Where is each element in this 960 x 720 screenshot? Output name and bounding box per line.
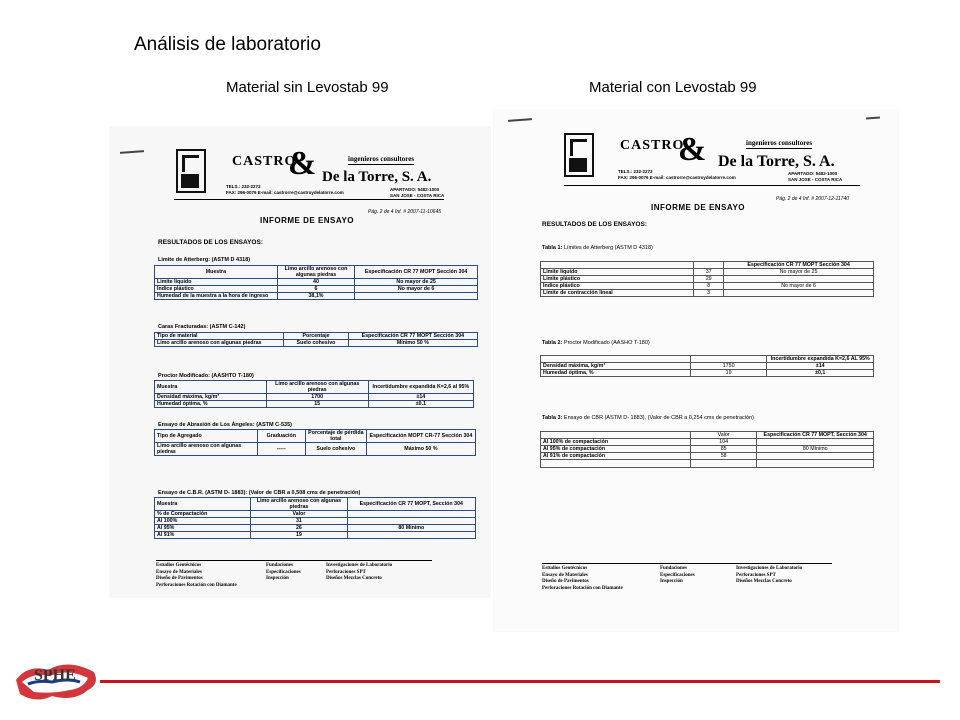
table-row [541, 363, 874, 370]
brand-accent-line [100, 680, 940, 683]
tabla3-caption: Ensayo de CBR (ASTM D- 1883), (Valor de CBR a 0,254 cms de penetración) [562, 415, 754, 421]
table-header: Especificación CR 77 MOPT, Sección 304 [347, 498, 475, 511]
firm-subtitle: ingenieros consultores [746, 139, 813, 147]
table-header: Muestra [155, 381, 267, 394]
table-cell: 31 [251, 518, 347, 525]
firm-contact: TELS.: 232-2273 FAX: 296-0076 E-mail: castrorre@castroydelatorre.com [226, 184, 344, 195]
table-cell: ±0,1 [767, 370, 874, 377]
table-cell: Al 100% [155, 518, 251, 525]
abrasion-title: Ensayo de Abrasión de Los Ángeles: (ASTM C-535) [158, 422, 292, 428]
sphe-logo [8, 650, 108, 710]
table-cell [724, 276, 874, 283]
table-row [541, 439, 874, 446]
letterhead-rule [564, 185, 860, 186]
table-cell: Índice plástico [155, 286, 278, 293]
table-cell: 38,1% [277, 293, 355, 300]
tabla1-title [542, 245, 653, 251]
table-header: Especificación CR 77 MOPT Sección 304 [348, 333, 477, 340]
slide-title: Análisis de laboratorio [134, 34, 321, 55]
report-scan-right [494, 111, 898, 631]
table-header [694, 262, 724, 269]
table-cell [355, 293, 478, 300]
table-cell: Limite líquido [155, 279, 278, 286]
table-cell: Limite líquido [541, 269, 694, 276]
table-header [541, 262, 694, 269]
firm-logo [176, 149, 206, 193]
table-header: Graduación [257, 430, 305, 443]
table-cell: 80 Mínimo [757, 446, 874, 453]
table-cell: 3 [694, 290, 724, 297]
informe-title: INFORME DE ENSAYO [651, 203, 745, 212]
tabla1-table [540, 261, 874, 297]
footer-col3: Investigaciones de Laboratorio Perforaciones SPT Diseños Mezclas Concreto [736, 566, 803, 584]
table-header: Especificación CR 77 MOPT Sección 304 [724, 262, 874, 269]
table-cell: 19 [251, 532, 347, 539]
table-cell [757, 460, 874, 468]
table-row [541, 269, 874, 276]
table-cell: Suelo cohesivo [284, 340, 349, 347]
tabla2-caption: Proctor Modificado (AASHO T-180) [562, 340, 650, 346]
table-cell: Valor [251, 511, 347, 518]
resultados-title: RESULTADOS DE LOS ENSAYOS: [542, 221, 647, 228]
tabla2-label: Tabla 2: [542, 340, 563, 346]
footer-col2: Fundaciones Especificaciones Inspección [266, 563, 301, 581]
table-cell [347, 518, 475, 525]
table-cell: 104 [690, 439, 757, 446]
table-cell: No mayor de 25 [724, 269, 874, 276]
table-cell [757, 439, 874, 446]
table-header: Especificación CR 77 MOPT, Sección 304 [757, 432, 874, 439]
table-cell: ±0.1 [368, 401, 473, 408]
tabla3-label: Tabla 3: [542, 415, 563, 421]
scan-mark [508, 118, 532, 122]
scan-mark [120, 150, 144, 154]
table-cell [541, 460, 691, 468]
table-row [155, 443, 476, 456]
table-cell: 37 [694, 269, 724, 276]
table-cell: Humedad de la muestra a la hora de ingreso [155, 293, 278, 300]
table-row [155, 532, 476, 539]
table-header: Limo arcillo arenoso con algunas piedras [251, 498, 347, 511]
table-cell: 8 [694, 283, 724, 290]
caption-left: Material sin Levostab 99 [226, 79, 389, 96]
firm-ampersand: & [288, 145, 317, 182]
table-cell: Al 91% [155, 532, 251, 539]
caption-right: Material con Levostab 99 [589, 79, 757, 96]
table-cell [347, 511, 475, 518]
footer-col1: Estudios Geotécnicos Ensayo de Materiales Diseño de Pavimentos Perforaciones Rotación con Diamante [156, 563, 237, 588]
table-cell: ----- [257, 443, 305, 456]
report-ref: Pág. 2 de 4 Inf. # 2007-12-11740 [776, 196, 850, 202]
table-cell: 15 [266, 401, 368, 408]
table-row [541, 370, 874, 377]
table-cell: Limite plástico [541, 276, 694, 283]
table-header [690, 356, 767, 363]
proctor-title: Proctor Modificado: (AASHTO T-180) [158, 373, 254, 379]
table-row [155, 518, 476, 525]
firm-de-la-torre: De la Torre, S. A. [718, 153, 835, 170]
table-cell [724, 290, 874, 297]
table-header: Porcentaje [284, 333, 349, 340]
table-cell: 26 [251, 525, 347, 532]
caras-title: Caras Fracturadas: (ASTM C-142) [158, 324, 246, 330]
table-cell: Al 95% de compactación [541, 446, 691, 453]
firm-subtitle: ingenieros consultores [348, 155, 415, 163]
firm-castro: CASTRO [620, 138, 685, 153]
tabla3-title [542, 415, 754, 421]
tabla2-table [540, 355, 874, 377]
table-header: Muestra [155, 266, 278, 279]
atterberg-title: Limite de Atterberg: (ASTM D 4318) [158, 257, 251, 263]
firm-castro: CASTRO [232, 154, 297, 169]
firm-logo [564, 133, 594, 177]
table-cell: Al 95% [155, 525, 251, 532]
tabla3-table [540, 431, 874, 468]
table-cell: Densidad máxima, kg/m³ [155, 394, 267, 401]
abrasion-table [154, 429, 476, 456]
table-row [155, 511, 476, 518]
letterhead-rule [174, 199, 444, 200]
table-cell: Mínimo 50 % [348, 340, 477, 347]
firm-de-la-torre: De la Torre, S. A. [322, 169, 432, 185]
table-cell: 85 [690, 446, 757, 453]
table-row [541, 290, 874, 297]
table-cell: 1700 [266, 394, 368, 401]
table-cell: No mayor de 6 [724, 283, 874, 290]
table-header: Limo arcillo arenoso con algunas piedras [277, 266, 355, 279]
table-cell: Máximo 50 % [366, 443, 475, 456]
table-row [155, 286, 478, 293]
table-cell: ±14 [368, 394, 473, 401]
table-row [541, 460, 874, 468]
table-cell: 40 [277, 279, 355, 286]
table-header: Tipo de material [155, 333, 284, 340]
table-header: Porcentaje de pérdida total [305, 430, 366, 443]
table-header: Incertidumbre expandida K=2,6 al 95% [368, 381, 473, 394]
cbr-title: Ensayo de C.B.R. (ASTM D- 1883): (Valor de CBR a 0,508 cms de penetración) [158, 490, 361, 496]
table-header: Incertidumbre expandida K=2,6 AL 95% [767, 356, 874, 363]
table-cell: Al 100% de compactación [541, 439, 691, 446]
table-row [541, 446, 874, 453]
table-cell: No mayor de 6 [355, 286, 478, 293]
table-row [155, 394, 474, 401]
table-cell: No mayor de 25 [355, 279, 478, 286]
table-row [541, 283, 874, 290]
tabla2-title [542, 340, 650, 346]
table-header: Valor [690, 432, 757, 439]
table-cell: Al 91% de compactación [541, 453, 691, 460]
table-cell: ±14 [767, 363, 874, 370]
tabla1-caption: Límites de Atterberg (ASTM D 4318) [562, 245, 653, 251]
table-cell: Limite de contracción lineal [541, 290, 694, 297]
table-cell: Humedad óptima, % [155, 401, 267, 408]
logo-text: SPHE [34, 667, 76, 684]
table-row [541, 453, 874, 460]
table-header [541, 356, 691, 363]
table-row [155, 401, 474, 408]
table-cell: 80 Mínimo [347, 525, 475, 532]
caras-table [154, 332, 478, 347]
table-header: Especificación MOPT CR-77 Sección 304 [366, 430, 475, 443]
table-row [155, 293, 478, 300]
footer-rule [156, 560, 432, 561]
table-cell: 29 [694, 276, 724, 283]
table-header: Tipo de Agregado [155, 430, 258, 443]
table-row [155, 525, 476, 532]
table-cell [347, 532, 475, 539]
footer-col3: Investigaciones de Laboratorio Perforaciones SPT Diseños Mezclas Concreto [326, 563, 393, 581]
resultados-title: RESULTADOS DE LOS ENSAYOS: [158, 239, 263, 246]
footer-rule [542, 563, 832, 564]
scan-mark [866, 117, 880, 120]
report-ref: Pág. 2 de 4 Inf. # 2007-11-10645 [368, 209, 442, 215]
footer-col1: Estudios Geotécnicos Ensayo de Materiales Diseño de Pavimentos Perforaciones Rotación con Diamante [542, 566, 623, 591]
firm-contact: TELS.: 232-2273 FAX: 296-0076 E-mail: castrorre@castroydelatorre.com [618, 169, 736, 180]
tabla1-label: Tabla 1: [542, 245, 563, 251]
proctor-table [154, 380, 474, 408]
table-cell [757, 453, 874, 460]
table-cell: 58 [690, 453, 757, 460]
table-cell: 19 [690, 370, 767, 377]
table-row [541, 276, 874, 283]
table-cell [690, 460, 757, 468]
report-scan-left [110, 127, 490, 597]
table-cell: Suelo cohesivo [305, 443, 366, 456]
table-header: Limo arcillo arenoso con algunas piedras [266, 381, 368, 394]
footer-col2: Fundaciones Especificaciones Inspección [660, 566, 695, 584]
table-header: Muestra [155, 498, 251, 511]
table-cell: Densidad máxima, kg/m³ [541, 363, 691, 370]
table-cell: % de Compactación [155, 511, 251, 518]
table-row [155, 340, 478, 347]
table-cell: Limo arcillo arenoso con algunas piedras [155, 443, 258, 456]
table-header: Especificación CR 77 MOPT Sección 304 [355, 266, 478, 279]
cbr-table [154, 497, 476, 539]
table-row [155, 279, 478, 286]
table-cell: Limo arcillo arenoso con algunas piedras [155, 340, 284, 347]
firm-address: APARTADO: 5482-1000 SAN JOSE - COSTA RICA [788, 171, 843, 182]
table-header [541, 432, 691, 439]
table-cell: Índice plástico [541, 283, 694, 290]
table-cell: 6 [277, 286, 355, 293]
table-cell: Humedad óptima, % [541, 370, 691, 377]
atterberg-table [154, 265, 478, 300]
informe-title: INFORME DE ENSAYO [260, 216, 354, 225]
table-cell: 1750 [690, 363, 767, 370]
firm-address: APARTADO: 5482-1000 SAN JOSE - COSTA RICA [390, 187, 445, 198]
firm-ampersand: & [678, 131, 707, 168]
